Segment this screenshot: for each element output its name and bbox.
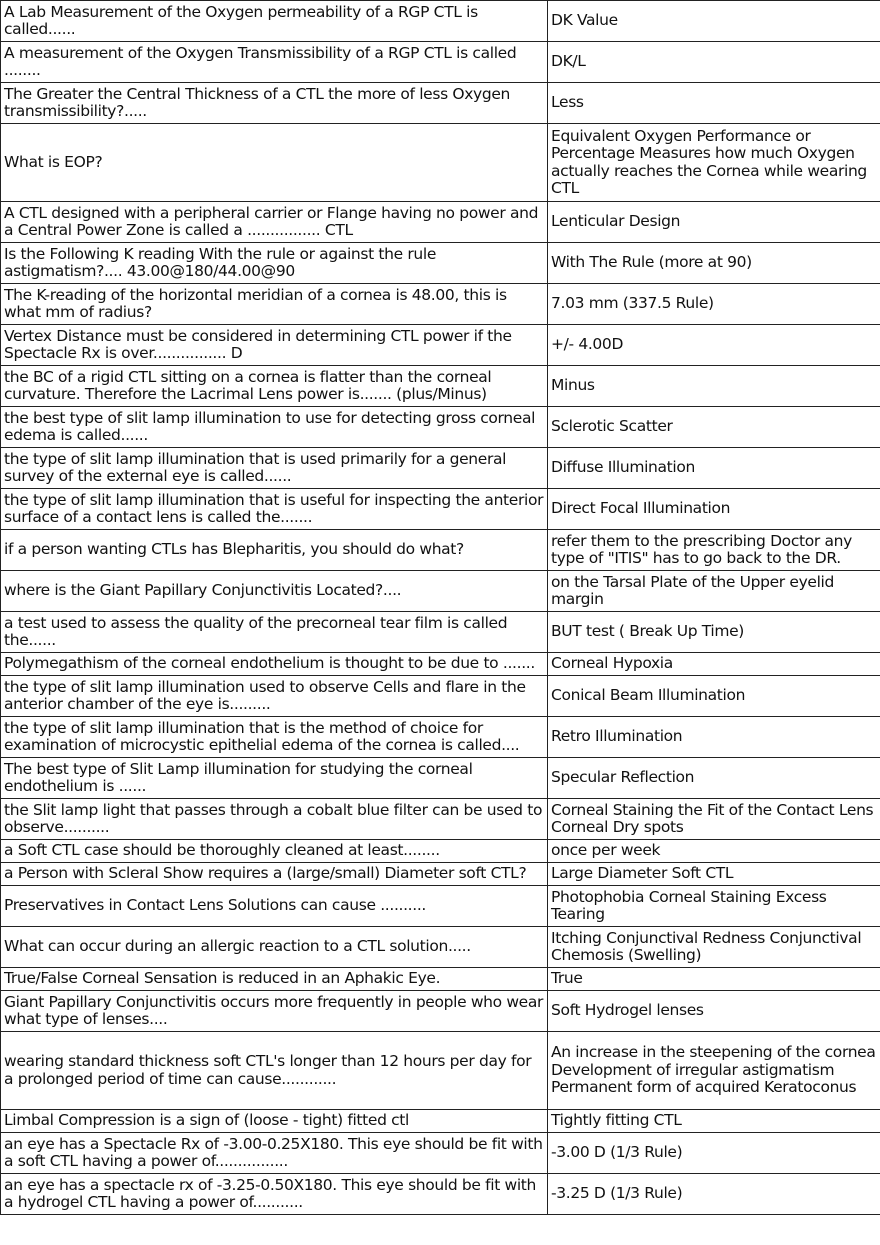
table-row (1, 325, 880, 366)
answer-cell: An increase in the steepening of the cornea Development of irregular astigmatism Permanent form of acquired Keratoconus (548, 1032, 880, 1110)
answer-cell: Large Diameter Soft CTL (548, 863, 880, 886)
table-row (1, 1174, 880, 1215)
table-row (1, 407, 880, 448)
question-cell: Vertex Distance must be considered in determining CTL power if the Spectacle Rx is over................ D (1, 325, 548, 366)
question-cell: A Lab Measurement of the Oxygen permeability of a RGP CTL is called...... (1, 1, 548, 42)
question-cell: wearing standard thickness soft CTL's longer than 12 hours per day for a prolonged period of time can cause............ (1, 1032, 548, 1110)
answer-cell: BUT test ( Break Up Time) (548, 612, 880, 653)
answer-cell: Direct Focal Illumination (548, 489, 880, 530)
answer-cell: Minus (548, 366, 880, 407)
table-row (1, 83, 880, 124)
question-cell: if a person wanting CTLs has Blepharitis, you should do what? (1, 530, 548, 571)
question-cell: a test used to assess the quality of the precorneal tear film is called the...... (1, 612, 548, 653)
question-cell: Limbal Compression is a sign of (loose - tight) fitted ctl (1, 1110, 548, 1133)
question-cell: The K-reading of the horizontal meridian of a cornea is 48.00, this is what mm of radius? (1, 284, 548, 325)
answer-cell: Conical Beam Illumination (548, 676, 880, 717)
answer-cell: Itching Conjunctival Redness Conjunctival Chemosis (Swelling) (548, 927, 880, 968)
question-cell: the type of slit lamp illumination that is the method of choice for examination of microcystic epithelial edema of the cornea is called.... (1, 717, 548, 758)
table-row (1, 886, 880, 927)
question-cell: the type of slit lamp illumination used to observe Cells and flare in the anterior chamber of the eye is......... (1, 676, 548, 717)
answer-cell: Photophobia Corneal Staining Excess Tearing (548, 886, 880, 927)
table-row (1, 840, 880, 863)
table-row (1, 1, 880, 42)
answer-cell: With The Rule (more at 90) (548, 243, 880, 284)
answer-cell: True (548, 968, 880, 991)
table-row (1, 1133, 880, 1174)
table-row (1, 284, 880, 325)
answer-cell: Soft Hydrogel lenses (548, 991, 880, 1032)
question-cell: Giant Papillary Conjunctivitis occurs more frequently in people who wear what type of lenses.... (1, 991, 548, 1032)
answer-cell: Corneal Staining the Fit of the Contact Lens Corneal Dry spots (548, 799, 880, 840)
question-cell: A measurement of the Oxygen Transmissibility of a RGP CTL is called ........ (1, 42, 548, 83)
question-cell: The Greater the Central Thickness of a CTL the more of less Oxygen transmissibility?..... (1, 83, 548, 124)
answer-cell: DK/L (548, 42, 880, 83)
answer-cell: Specular Reflection (548, 758, 880, 799)
answer-cell: DK Value (548, 1, 880, 42)
answer-cell: Sclerotic Scatter (548, 407, 880, 448)
answer-cell: +/- 4.00D (548, 325, 880, 366)
table-row (1, 991, 880, 1032)
question-cell: Preservatives in Contact Lens Solutions can cause .......... (1, 886, 548, 927)
question-cell: What can occur during an allergic reaction to a CTL solution..... (1, 927, 548, 968)
answer-cell: refer them to the prescribing Doctor any type of "ITIS" has to go back to the DR. (548, 530, 880, 571)
answer-cell: Equivalent Oxygen Performance or Percentage Measures how much Oxygen actually reaches the Cornea while wearing CTL (548, 124, 880, 202)
answer-cell: Diffuse Illumination (548, 448, 880, 489)
answer-cell: Lenticular Design (548, 202, 880, 243)
table-row (1, 1032, 880, 1110)
table-row (1, 927, 880, 968)
question-cell: a Soft CTL case should be thoroughly cleaned at least........ (1, 840, 548, 863)
answer-cell: Less (548, 83, 880, 124)
table-row (1, 676, 880, 717)
question-cell: Polymegathism of the corneal endothelium is thought to be due to ....... (1, 653, 548, 676)
question-cell: the type of slit lamp illumination that is used primarily for a general survey of the external eye is called...... (1, 448, 548, 489)
table-row (1, 42, 880, 83)
answer-cell: once per week (548, 840, 880, 863)
table-row (1, 653, 880, 676)
table-row (1, 1110, 880, 1133)
table-row (1, 863, 880, 886)
answer-cell: Retro Illumination (548, 717, 880, 758)
question-cell: What is EOP? (1, 124, 548, 202)
question-cell: Is the Following K reading With the rule or against the rule astigmatism?.... 43.00@180/44.00@90 (1, 243, 548, 284)
table-row (1, 612, 880, 653)
table-row (1, 530, 880, 571)
question-cell: A CTL designed with a peripheral carrier or Flange having no power and a Central Power Zone is called a ................ CTL (1, 202, 548, 243)
question-cell: an eye has a Spectacle Rx of -3.00-0.25X180. This eye should be fit with a soft CTL having a power of................ (1, 1133, 548, 1174)
question-cell: the BC of a rigid CTL sitting on a cornea is flatter than the corneal curvature. Therefore the Lacrimal Lens power is....... (plus/Minus) (1, 366, 548, 407)
table-row (1, 124, 880, 202)
answer-cell: Corneal Hypoxia (548, 653, 880, 676)
question-cell: the type of slit lamp illumination that is useful for inspecting the anterior surface of a contact lens is called the....... (1, 489, 548, 530)
answer-cell: Tightly fitting CTL (548, 1110, 880, 1133)
question-cell: True/False Corneal Sensation is reduced in an Aphakic Eye. (1, 968, 548, 991)
table-row (1, 448, 880, 489)
table-row (1, 968, 880, 991)
table-row (1, 758, 880, 799)
question-cell: the best type of slit lamp illumination to use for detecting gross corneal edema is called...... (1, 407, 548, 448)
table-row (1, 717, 880, 758)
table-row (1, 202, 880, 243)
table-row (1, 366, 880, 407)
question-cell: where is the Giant Papillary Conjunctivitis Located?.... (1, 571, 548, 612)
question-cell: an eye has a spectacle rx of -3.25-0.50X180. This eye should be fit with a hydrogel CTL having a power of........... (1, 1174, 548, 1215)
table-row (1, 571, 880, 612)
question-cell: the Slit lamp light that passes through a cobalt blue filter can be used to observe.......... (1, 799, 548, 840)
question-cell: a Person with Scleral Show requires a (large/small) Diameter soft CTL? (1, 863, 548, 886)
answer-cell: 7.03 mm (337.5 Rule) (548, 284, 880, 325)
table-row (1, 489, 880, 530)
table-row (1, 799, 880, 840)
table-row (1, 243, 880, 284)
question-cell: The best type of Slit Lamp illumination for studying the corneal endothelium is ...... (1, 758, 548, 799)
answer-cell: -3.25 D (1/3 Rule) (548, 1174, 880, 1215)
answer-cell: -3.00 D (1/3 Rule) (548, 1133, 880, 1174)
qa-table-body (1, 1, 880, 1215)
answer-cell: on the Tarsal Plate of the Upper eyelid margin (548, 571, 880, 612)
